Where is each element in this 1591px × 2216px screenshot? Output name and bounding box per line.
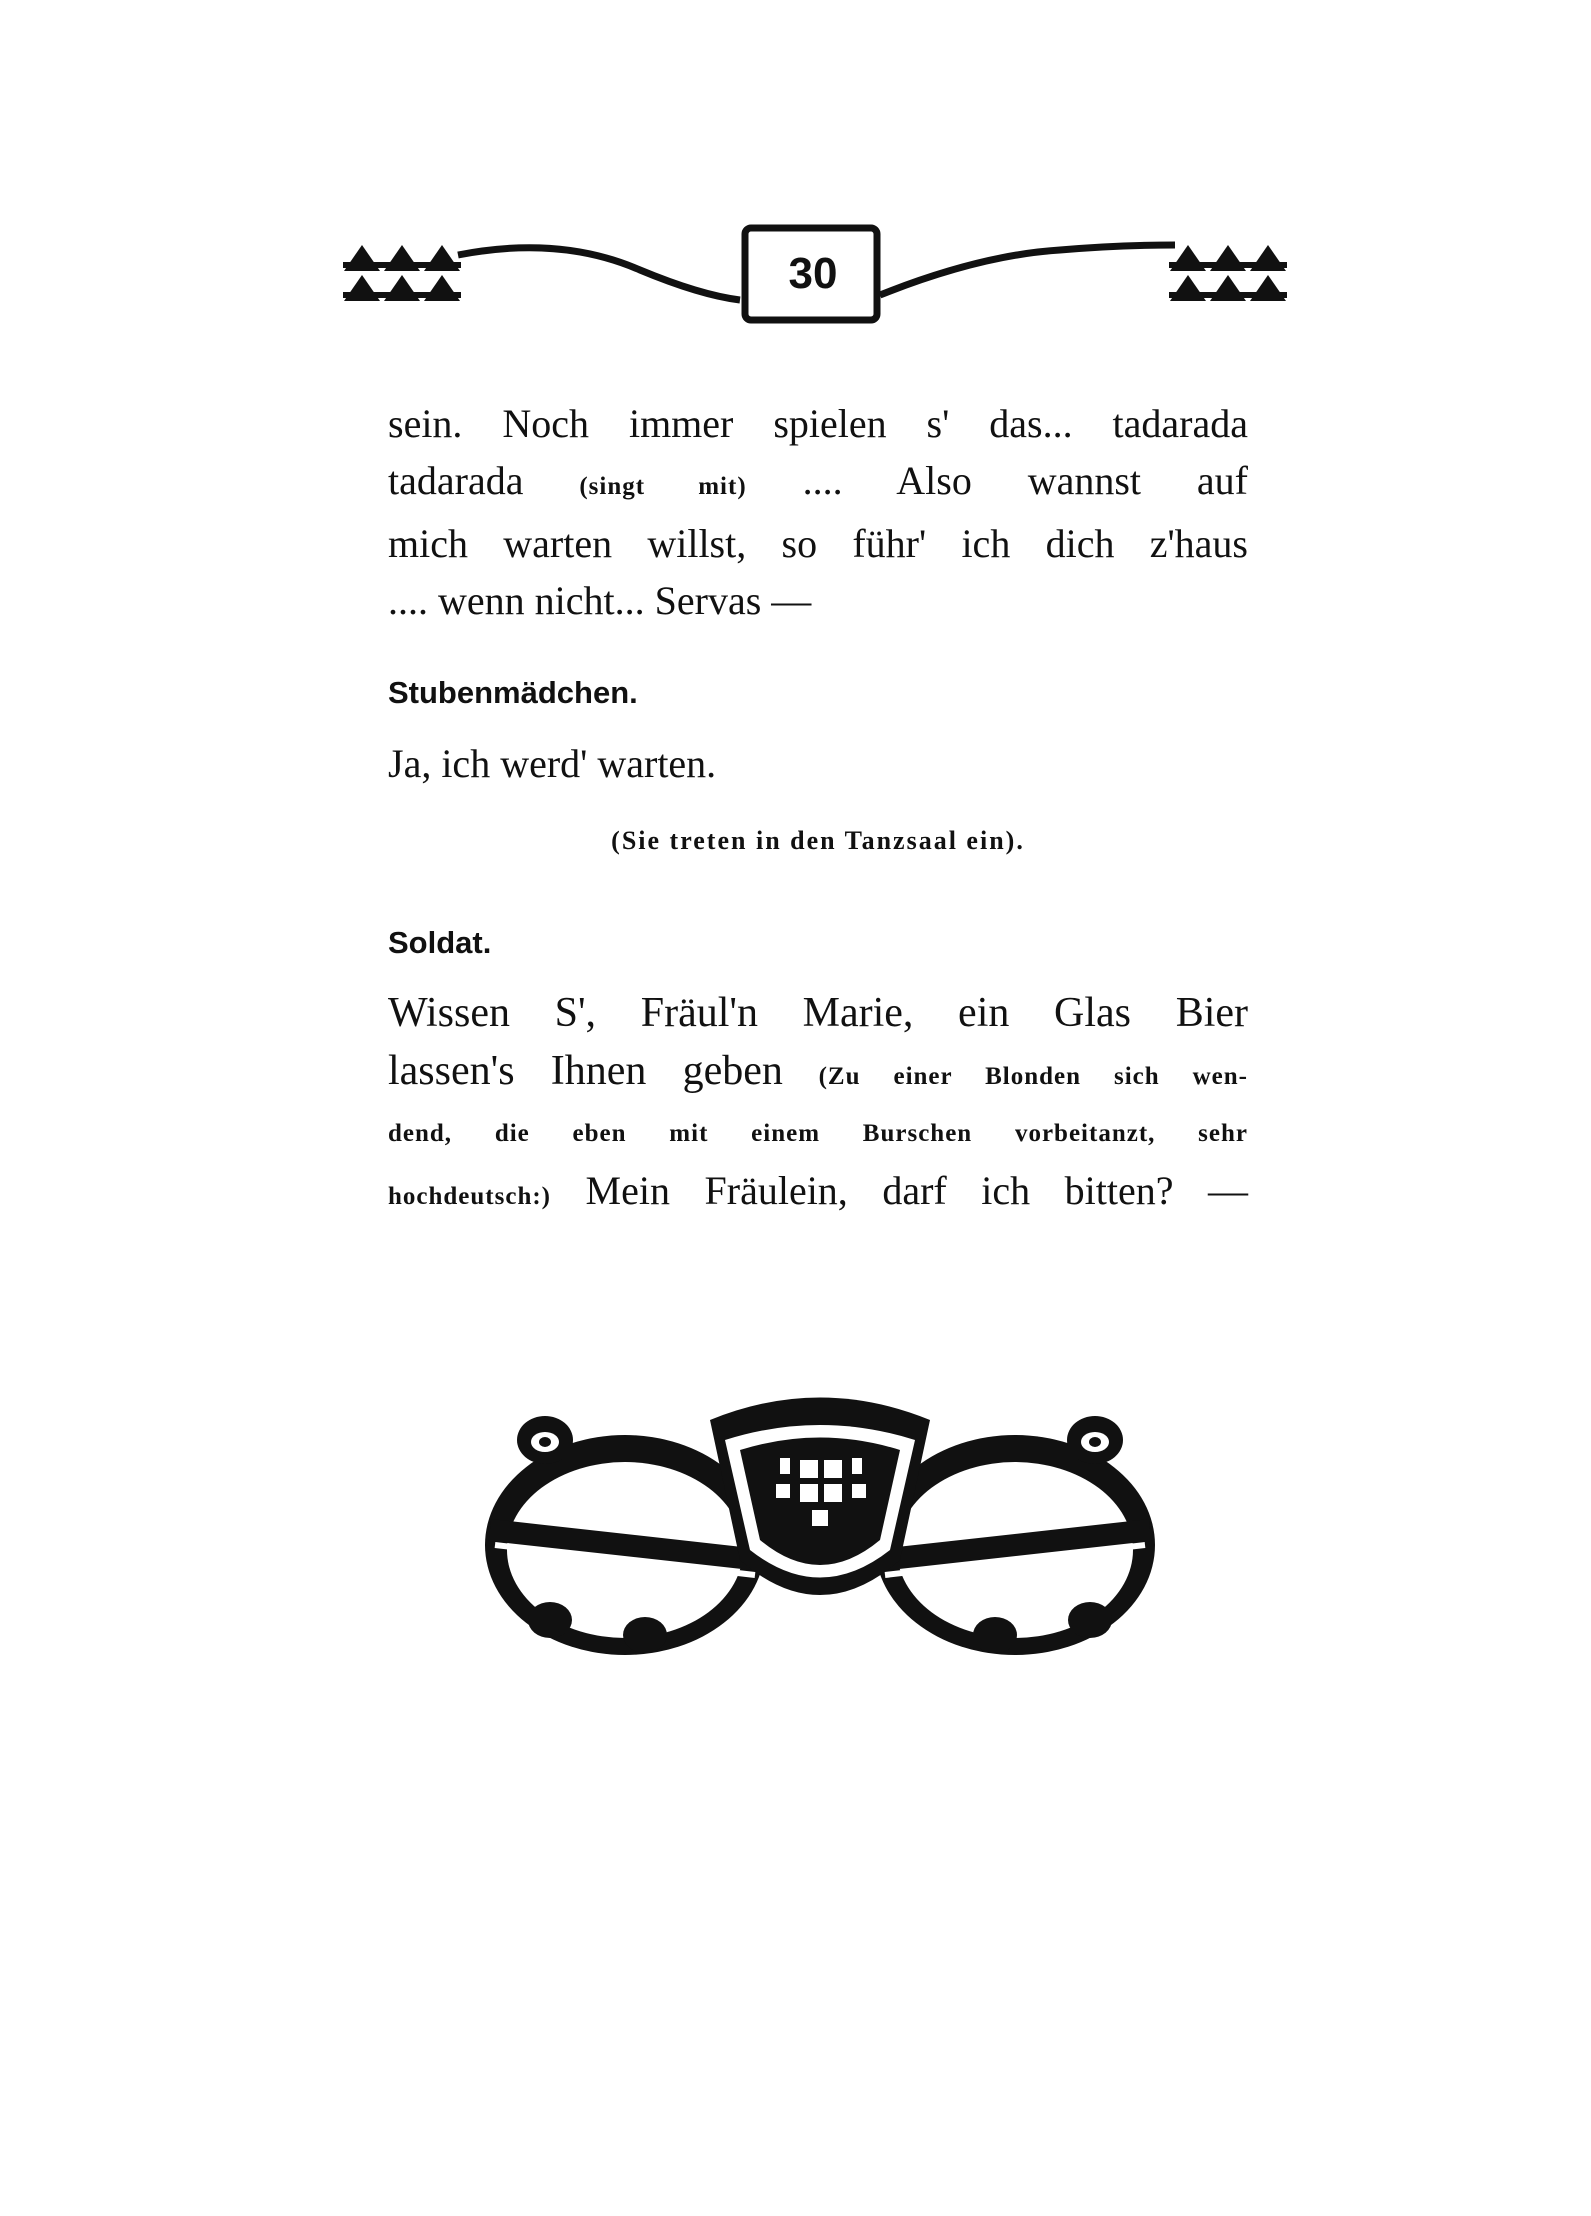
header-line-right <box>880 245 1175 295</box>
paragraph-3-line-4-text: Mein Fräulein, darf ich bitten? — <box>585 1168 1249 1213</box>
stage-direction-tanzsaal: (Sie treten in den Tanzsaal ein). <box>611 826 1025 855</box>
spade-cluster-left-icon <box>343 245 461 301</box>
paragraph-3-line-2 <box>388 1042 1248 1105</box>
speaker-stubenmaedchen: Stubenmädchen. <box>388 675 638 710</box>
paragraph-3-line-3: dend, die eben mit einem Burschen vorbeitanzt, sehr <box>388 1120 1248 1147</box>
paragraph-1-line-1: sein. Noch immer spielen s' das... tadarada <box>388 401 1248 446</box>
spade-cluster-right-icon <box>1169 245 1287 301</box>
paragraph-3 <box>388 985 1248 1225</box>
paragraph-2 <box>388 735 1248 792</box>
paragraph-1-line-2-rest: .... Also wannst auf <box>802 458 1249 503</box>
paragraph-1-line-3: mich warten willst, so führ' ich dich z'haus <box>388 521 1248 566</box>
paragraph-3-line-1: Wissen S', Fräul'n Marie, ein Glas Bier <box>388 990 1248 1036</box>
paragraph-1-line-4: .... wenn nicht... Servas — <box>388 578 812 623</box>
speaker-soldat: Soldat. <box>388 925 492 960</box>
page-number: 30 <box>788 249 838 298</box>
paragraph-3-line-4 <box>388 1162 1248 1225</box>
stage-direction-hochdeutsch: hochdeutsch:) <box>388 1183 552 1210</box>
header-line-left <box>458 248 740 300</box>
paragraph-1-line-2-text: tadarada <box>388 458 524 503</box>
paragraph-2-line-1: Ja, ich werd' warten. <box>388 741 717 786</box>
paragraph-1-line-2 <box>388 452 1248 515</box>
stage-direction-blonden: (Zu einer Blonden sich wen- <box>818 1063 1249 1090</box>
paragraph-3-line-2-text: lassen's Ihnen geben <box>388 1048 783 1094</box>
paragraph-1 <box>388 395 1248 629</box>
stage-direction-singt-mit: (singt mit) <box>579 473 747 500</box>
bells-ornament-icon <box>460 1380 1180 1680</box>
